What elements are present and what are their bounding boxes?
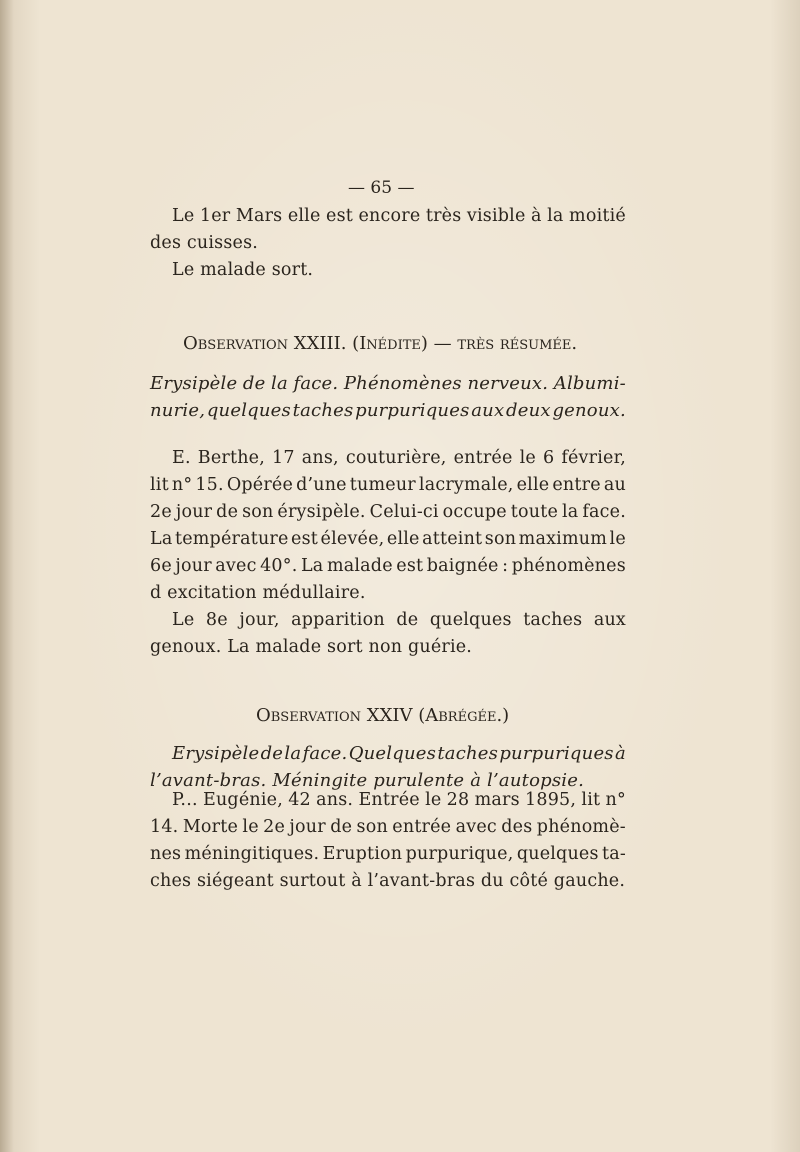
summary-line: nurie, quelques taches purpuriques aux deux genoux. [150,400,626,421]
summary-line: Erysipèle de la face. Phénomènes nerveux. Albumi- [150,373,626,394]
text-line: E. Berthe, 17 ans, couturière, entrée le 6 février, [172,448,626,468]
text-line: des cuisses. [150,233,259,253]
page-number: — 65 — [348,178,415,198]
text-line: 14. Morte le 2e jour de son entrée avec des phénomè- [150,817,626,837]
continuation-paragraph [150,203,626,284]
text-line: lit n° 15. Opérée d’une tumeur lacrymale, elle entre au [150,475,626,495]
text-line: nes méningitiques. Eruption purpurique, quelques ta- [150,844,626,864]
summary-line: Erysipèle de la face. Quelques taches purpuriques à [172,743,626,764]
observation-23-summary [150,370,626,424]
text-line: P... Eugénie, 42 ans. Entrée le 28 mars 1895, lit n° [172,790,626,810]
text-line: 2e jour de son érysipèle. Celui-ci occupe toute la face. [150,502,626,522]
observation-24-heading: Observation XXIV (Abrégée.) [256,705,510,726]
text-line: 6e jour avec 40°. La malade est baignée : phénomènes [150,556,626,576]
observation-24-summary [150,740,626,794]
text-line: Le malade sort. [172,260,314,280]
text-line: Le 8e jour, apparition de quelques taches aux [172,610,626,630]
text-line: d excitation médullaire. [150,583,366,603]
observation-23-heading: Observation XXIII. (Inédite) — très résumée. [183,333,578,354]
text-line: La température est élevée, elle atteint son maximum le [150,529,626,549]
observation-24-body [150,787,626,895]
summary-line: l’avant-bras. Méningite purulente à l’autopsie. [150,770,585,791]
text-line: Le 1er Mars elle est encore très visible à la moitié [172,206,626,226]
observation-23-body [150,445,626,661]
text-line: ches siégeant surtout à l’avant-bras du côté gauche. [150,871,626,891]
text-line: genoux. La malade sort non guérie. [150,637,473,657]
